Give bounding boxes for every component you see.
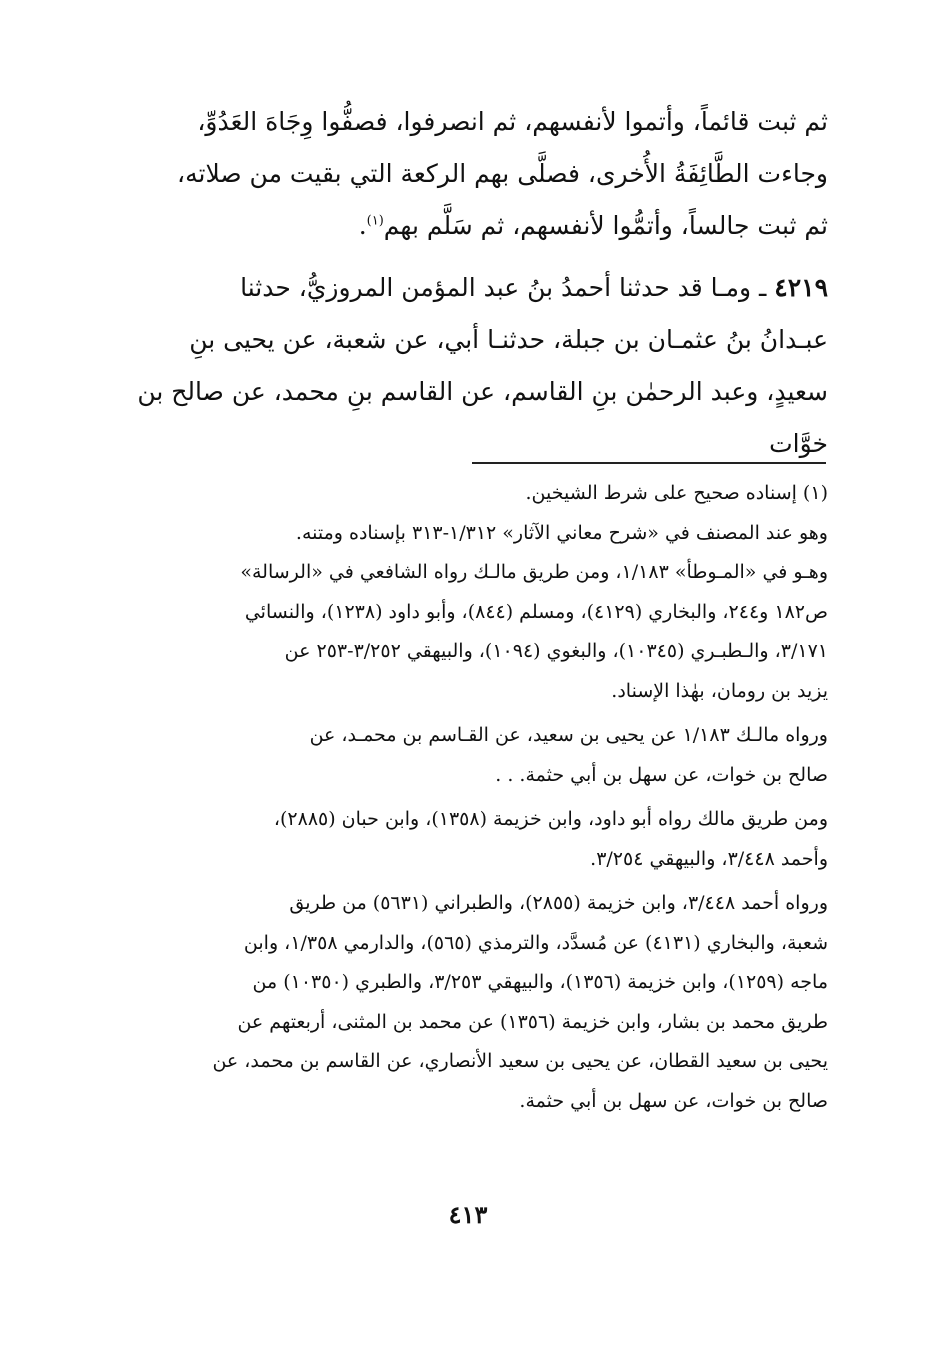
footnote-marker: (١) (366, 213, 384, 229)
footnote-line: ورواه مالـك ١/١٨٣ عن يحيى بن سعيد، عن القـاسم بن محمـد، عن (309, 724, 828, 746)
main-line-text: ـ ومـا قد حدثنا أحمدُ بنُ عبد المؤمن المروزيُّ، حدثنا (240, 273, 767, 302)
footnote-line: ص١٨٢ و٢٤٤، والبخاري (٤١٢٩)، ومسلم (٨٤٤)، وأبو داود (١٢٣٨)، والنسائي (244, 600, 828, 623)
footnote-line: شعبة، والبخاري (٤١٣١) عن مُسدَّد، والترمذي (٥٦٥)، والدارمي ١/٣٥٨، وابن (243, 931, 828, 954)
footnote-separator (472, 462, 826, 464)
main-text (108, 96, 828, 470)
footnote-line: وهـو في «المـوطأ» ١/١٨٣، ومن طريق مالـك رواه الشافعي في «الرسالة» (240, 561, 828, 583)
main-line (108, 262, 828, 314)
main-line: خوَّات (769, 429, 828, 458)
footnote-line: صالح بن خوات، عن سهل بن أبي حثمة. (519, 1089, 828, 1112)
footnote-line: ٣/١٧١، والـطبـري (١٠٣٤٥)، والبغوي (١٠٩٤)، والبيهقي ٣/٢٥٢-٢٥٣ عن (284, 640, 828, 662)
main-line (108, 200, 828, 252)
footnote-line: يزيد بن رومان، بهٰذا الإسناد. (611, 679, 828, 702)
main-line-end: . (358, 211, 367, 240)
hadith-number: ٤٢١٩ (774, 273, 828, 302)
main-line: سعيدٍ، وعبد الرحمٰن بنِ القاسم، عن القاسم بنِ محمد، عن صالح بن (137, 377, 828, 406)
footnote-line: ماجه (١٢٥٩)، وابن خزيمة (١٣٥٦)، والبيهقي ٣/٢٥٣، والطبري (١٠٣٥٠) من (252, 971, 828, 993)
footnote-line: وهو عند المصنف في «شرح معاني الآثار» ١/٣١٢-٣١٣ بإسناده ومتنه. (295, 521, 828, 544)
footnote-line: يحيى بن سعيد القطان، عن يحيى بن سعيد الأنصاري، عن القاسم بن محمد، عن (212, 1050, 828, 1072)
footnote-line: صالح بن خوات، عن سهل بن أبي حثمة. . . (495, 763, 828, 786)
footnote-line: (١) إسناده صحيح على شرط الشيخين. (525, 482, 828, 504)
footnotes (108, 474, 828, 1121)
main-line: وجاءت الطَّائِفَةُ الأُخرى، فصلَّى بهم الركعة التي بقيت من صلاته، (177, 159, 828, 188)
footnote-line: ومن طريق مالك رواه أبو داود، وابن خزيمة (١٣٥٨)، وابن حبان (٢٨٨٥)، (273, 808, 828, 830)
page-number: ٤١٣ (448, 1200, 488, 1229)
footnote-line: ورواه أحمد ٣/٤٤٨، وابن خزيمة (٢٨٥٥)، والطبراني (٥٦٣١) من طريق (289, 892, 828, 914)
footnote-line: طريق محمد بن بشار، وابن خزيمة (١٣٥٦) عن محمد بن المثنى، أربعتهم عن (237, 1010, 828, 1033)
main-line-text: ثم ثبت جالساً، وأتمُّوا لأنفسهم، ثم سَلَّم بهم (383, 211, 828, 240)
footnote-line: وأحمد ٣/٤٤٨، والبيهقي ٣/٢٥٤. (590, 847, 828, 870)
main-line: عبـدانُ بنُ عثمـان بن جبلة، حدثنـا أبي، عن شعبة، عن يحيى بنِ (189, 325, 828, 354)
main-line: ثم ثبت قائماً، وأتموا لأنفسهم، ثم انصرفوا، فصفُّوا وِجَاهَ العَدُوِّ، (197, 107, 828, 136)
